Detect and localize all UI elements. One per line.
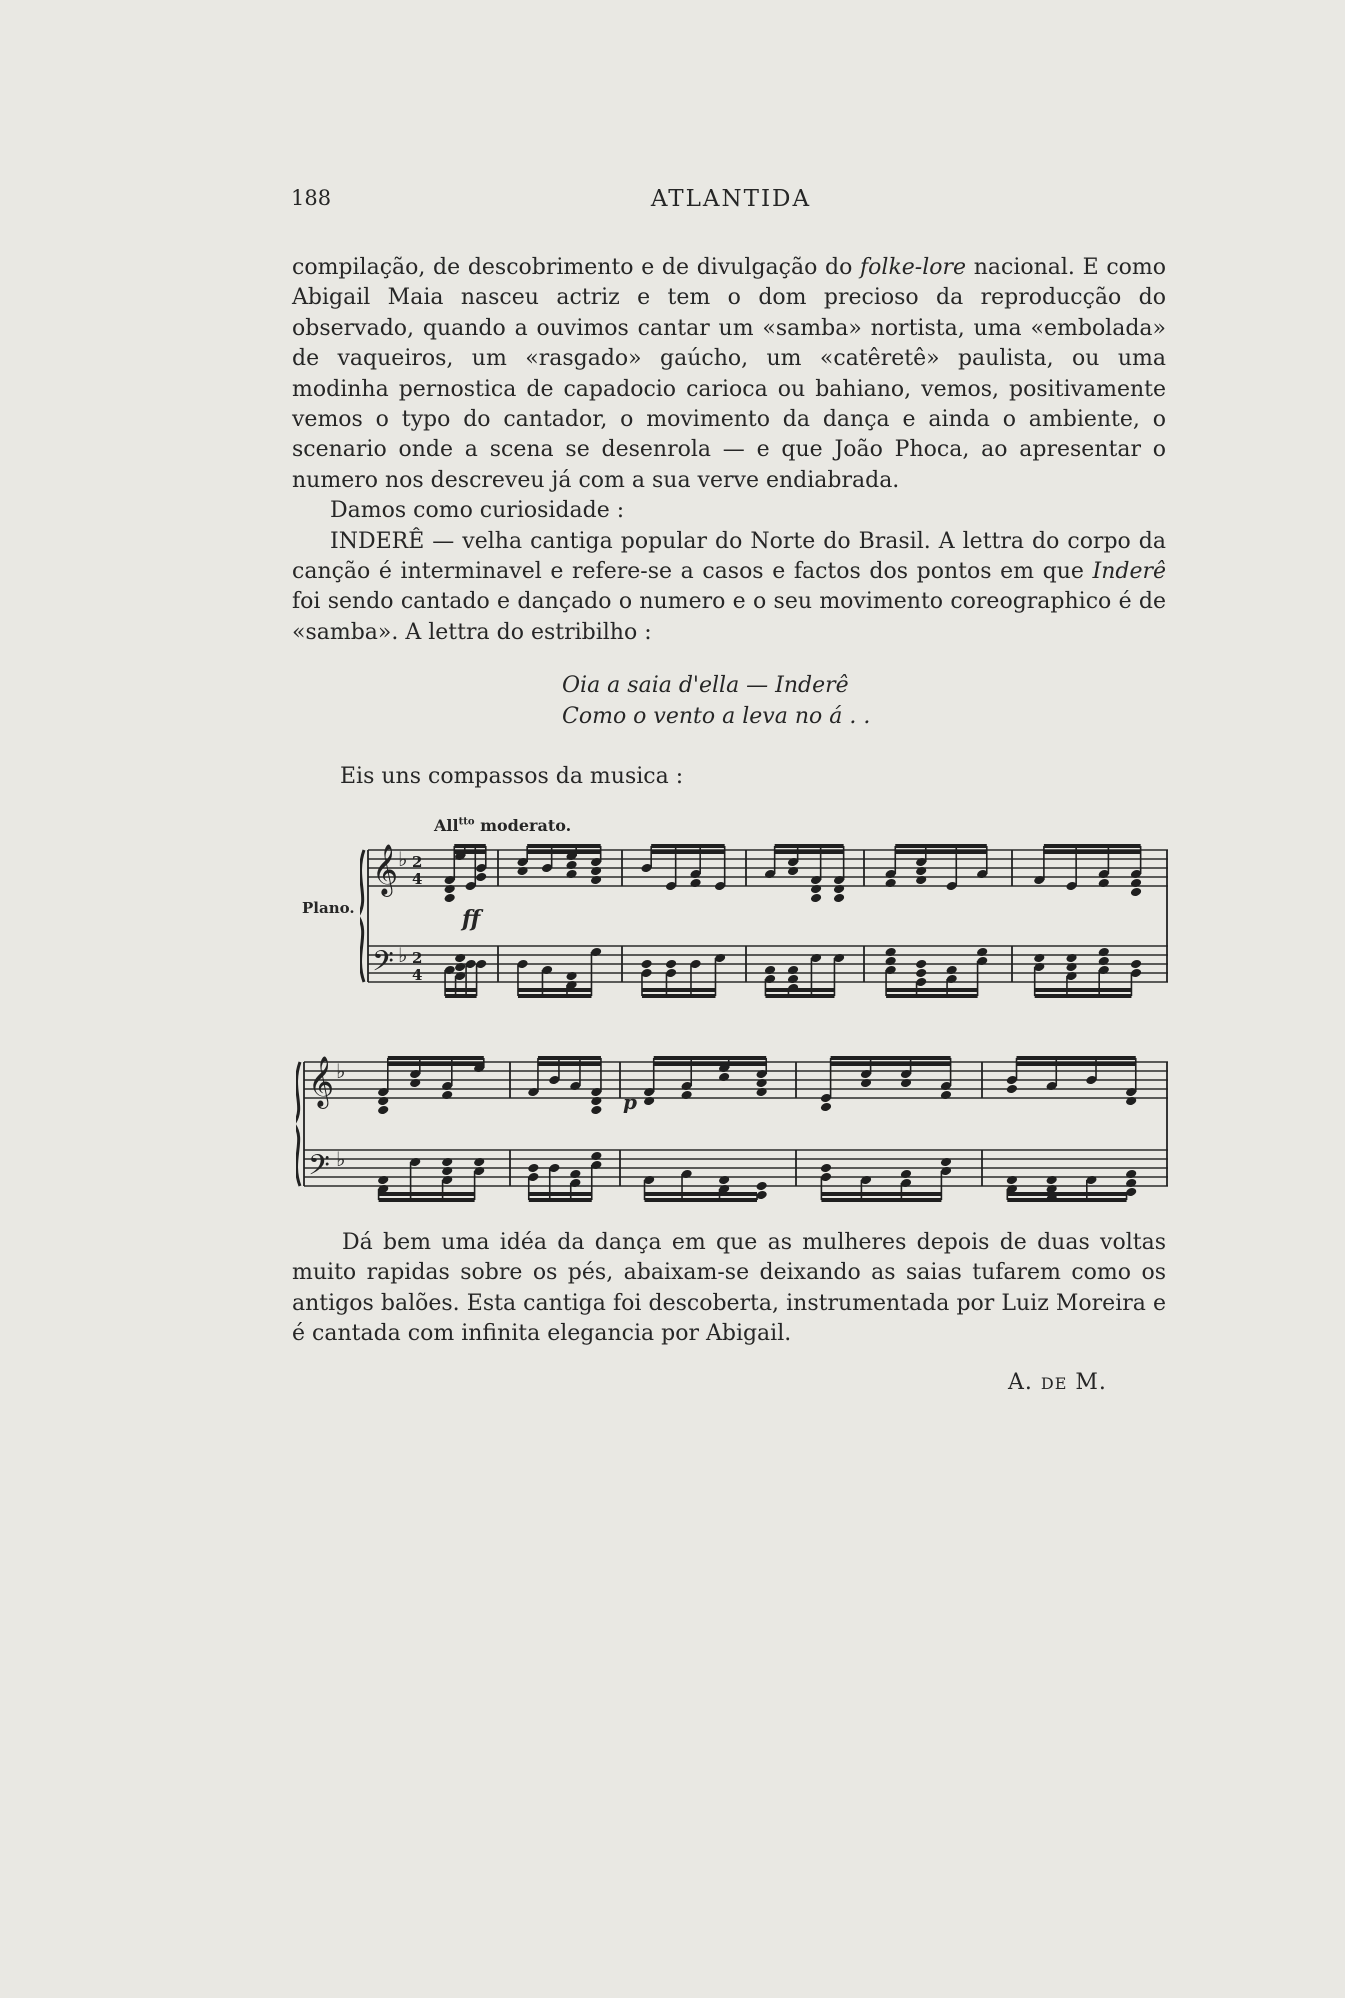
paragraph-text: Dá bem uma idéa da dança em que as mulheres depois de duas voltas muito rapidas sobre os pés, abaixam-se deixando as saias tufarem como os antigos balões. Esta cantiga foi descoberta, instrumentada por Luiz Moreira e é cantada com infinita elegancia por Abigail. [292, 1230, 1166, 1347]
time-signature: 4 [412, 966, 423, 984]
paragraph-text: compilação, de descobrimento e de divulgação do [292, 255, 861, 280]
barlines [368, 850, 1167, 982]
treble-clef-icon: 𝄞 [372, 844, 399, 895]
italic-term: Inderê [1092, 559, 1166, 585]
notehead [640, 959, 652, 970]
notehead [915, 959, 927, 970]
music-score-system-1 [360, 838, 1172, 1008]
bass-clef-icon: 𝄢 [372, 945, 394, 985]
treble-clef-icon: 𝄞 [308, 1056, 335, 1107]
brace [296, 1062, 300, 1186]
bass-clef-icon: 𝄢 [308, 1149, 330, 1189]
notehead [1130, 959, 1142, 970]
paragraph-text: nacional. E como Abigail Maia nasceu actriz e tem o dom precioso da reproducção do observado, quando a ouvimos cantar um «samba» nortista, uma «embolada» de vaqueiros, um «rasgado» gaúcho, um «catêretê» paulista, ou uma modinha pernostica de capadocio carioca ou bahiano, vemos, positivamente vemos o typo do cantador, o movimento da dança e ainda o ambiente, o scenario onde a scena se desenrola — e que João Phoca, ao apresentar o numero nos descreveu já com a sua verve endiabrada. [292, 255, 1166, 493]
flat-icon: ♭ [336, 1059, 346, 1083]
dynamic-fortissimo: ff [462, 906, 481, 932]
notehead [443, 893, 455, 904]
instrument-label: Plano. [302, 899, 355, 917]
page-number: 188 [291, 186, 332, 210]
notehead [755, 1181, 767, 1192]
verse-line: Como o vento a leva no á . . [562, 704, 871, 729]
notehead [820, 1102, 832, 1113]
closing-paragraph [292, 1228, 1166, 1350]
tempo-sup: tto [458, 816, 475, 828]
flat-icon: ♭ [398, 943, 408, 967]
paragraph-indere [292, 527, 1166, 649]
notehead [833, 893, 845, 904]
notehead [665, 959, 677, 970]
notehead [820, 1163, 832, 1174]
author-signature [1008, 1370, 1107, 1395]
tempo-marking [434, 816, 571, 835]
signature-text: A. [1008, 1370, 1041, 1395]
notehead [1130, 887, 1142, 898]
notehead [915, 968, 927, 979]
treble-staff [304, 1062, 1168, 1098]
running-title: ATLANTIDA [650, 186, 812, 212]
time-signature: 2 [412, 949, 423, 967]
notehead [377, 1105, 389, 1116]
brace [360, 850, 364, 982]
time-signature: 4 [412, 870, 423, 888]
notehead [590, 1105, 602, 1116]
page-header [291, 186, 1171, 220]
music-intro: Eis uns compassos da musica : [340, 764, 684, 789]
signature-text: M. [1067, 1370, 1107, 1395]
paragraph-curiosidade: Damos como curiosidade : [330, 498, 625, 524]
refrain-verse [562, 670, 870, 732]
verse-line: Oia a saia d'ella — Inderê [562, 673, 849, 698]
dynamic-piano: p [623, 1090, 637, 1114]
treble-staff [368, 850, 1168, 886]
notehead [1006, 1084, 1018, 1095]
flat-icon: ♭ [336, 1147, 346, 1171]
notehead [527, 1163, 539, 1174]
music-score-system-2 [296, 1040, 1172, 1210]
time-signature: 2 [412, 853, 423, 871]
flat-icon: ♭ [398, 847, 408, 871]
notehead [810, 893, 822, 904]
paragraph-text: foi sendo cantado e dançado o numero e o seu movimento coreographico é de «samba». A lettra do estribilho : [292, 589, 1166, 645]
paragraph-text: INDERÊ — velha cantiga popular do Norte do Brasil. A lettra do corpo da canção é interminavel e refere-se a casos e factos dos pontos em que [292, 528, 1166, 585]
tempo-text: moderato. [474, 816, 572, 835]
notehead [475, 872, 487, 883]
bass-staff [304, 1150, 1168, 1186]
paragraph-compilacao [292, 253, 1166, 496]
italic-term: folke-lore [860, 255, 967, 280]
signature-text: DE [1040, 1374, 1068, 1393]
body-text [292, 253, 1166, 648]
tempo-text: All [434, 816, 459, 835]
